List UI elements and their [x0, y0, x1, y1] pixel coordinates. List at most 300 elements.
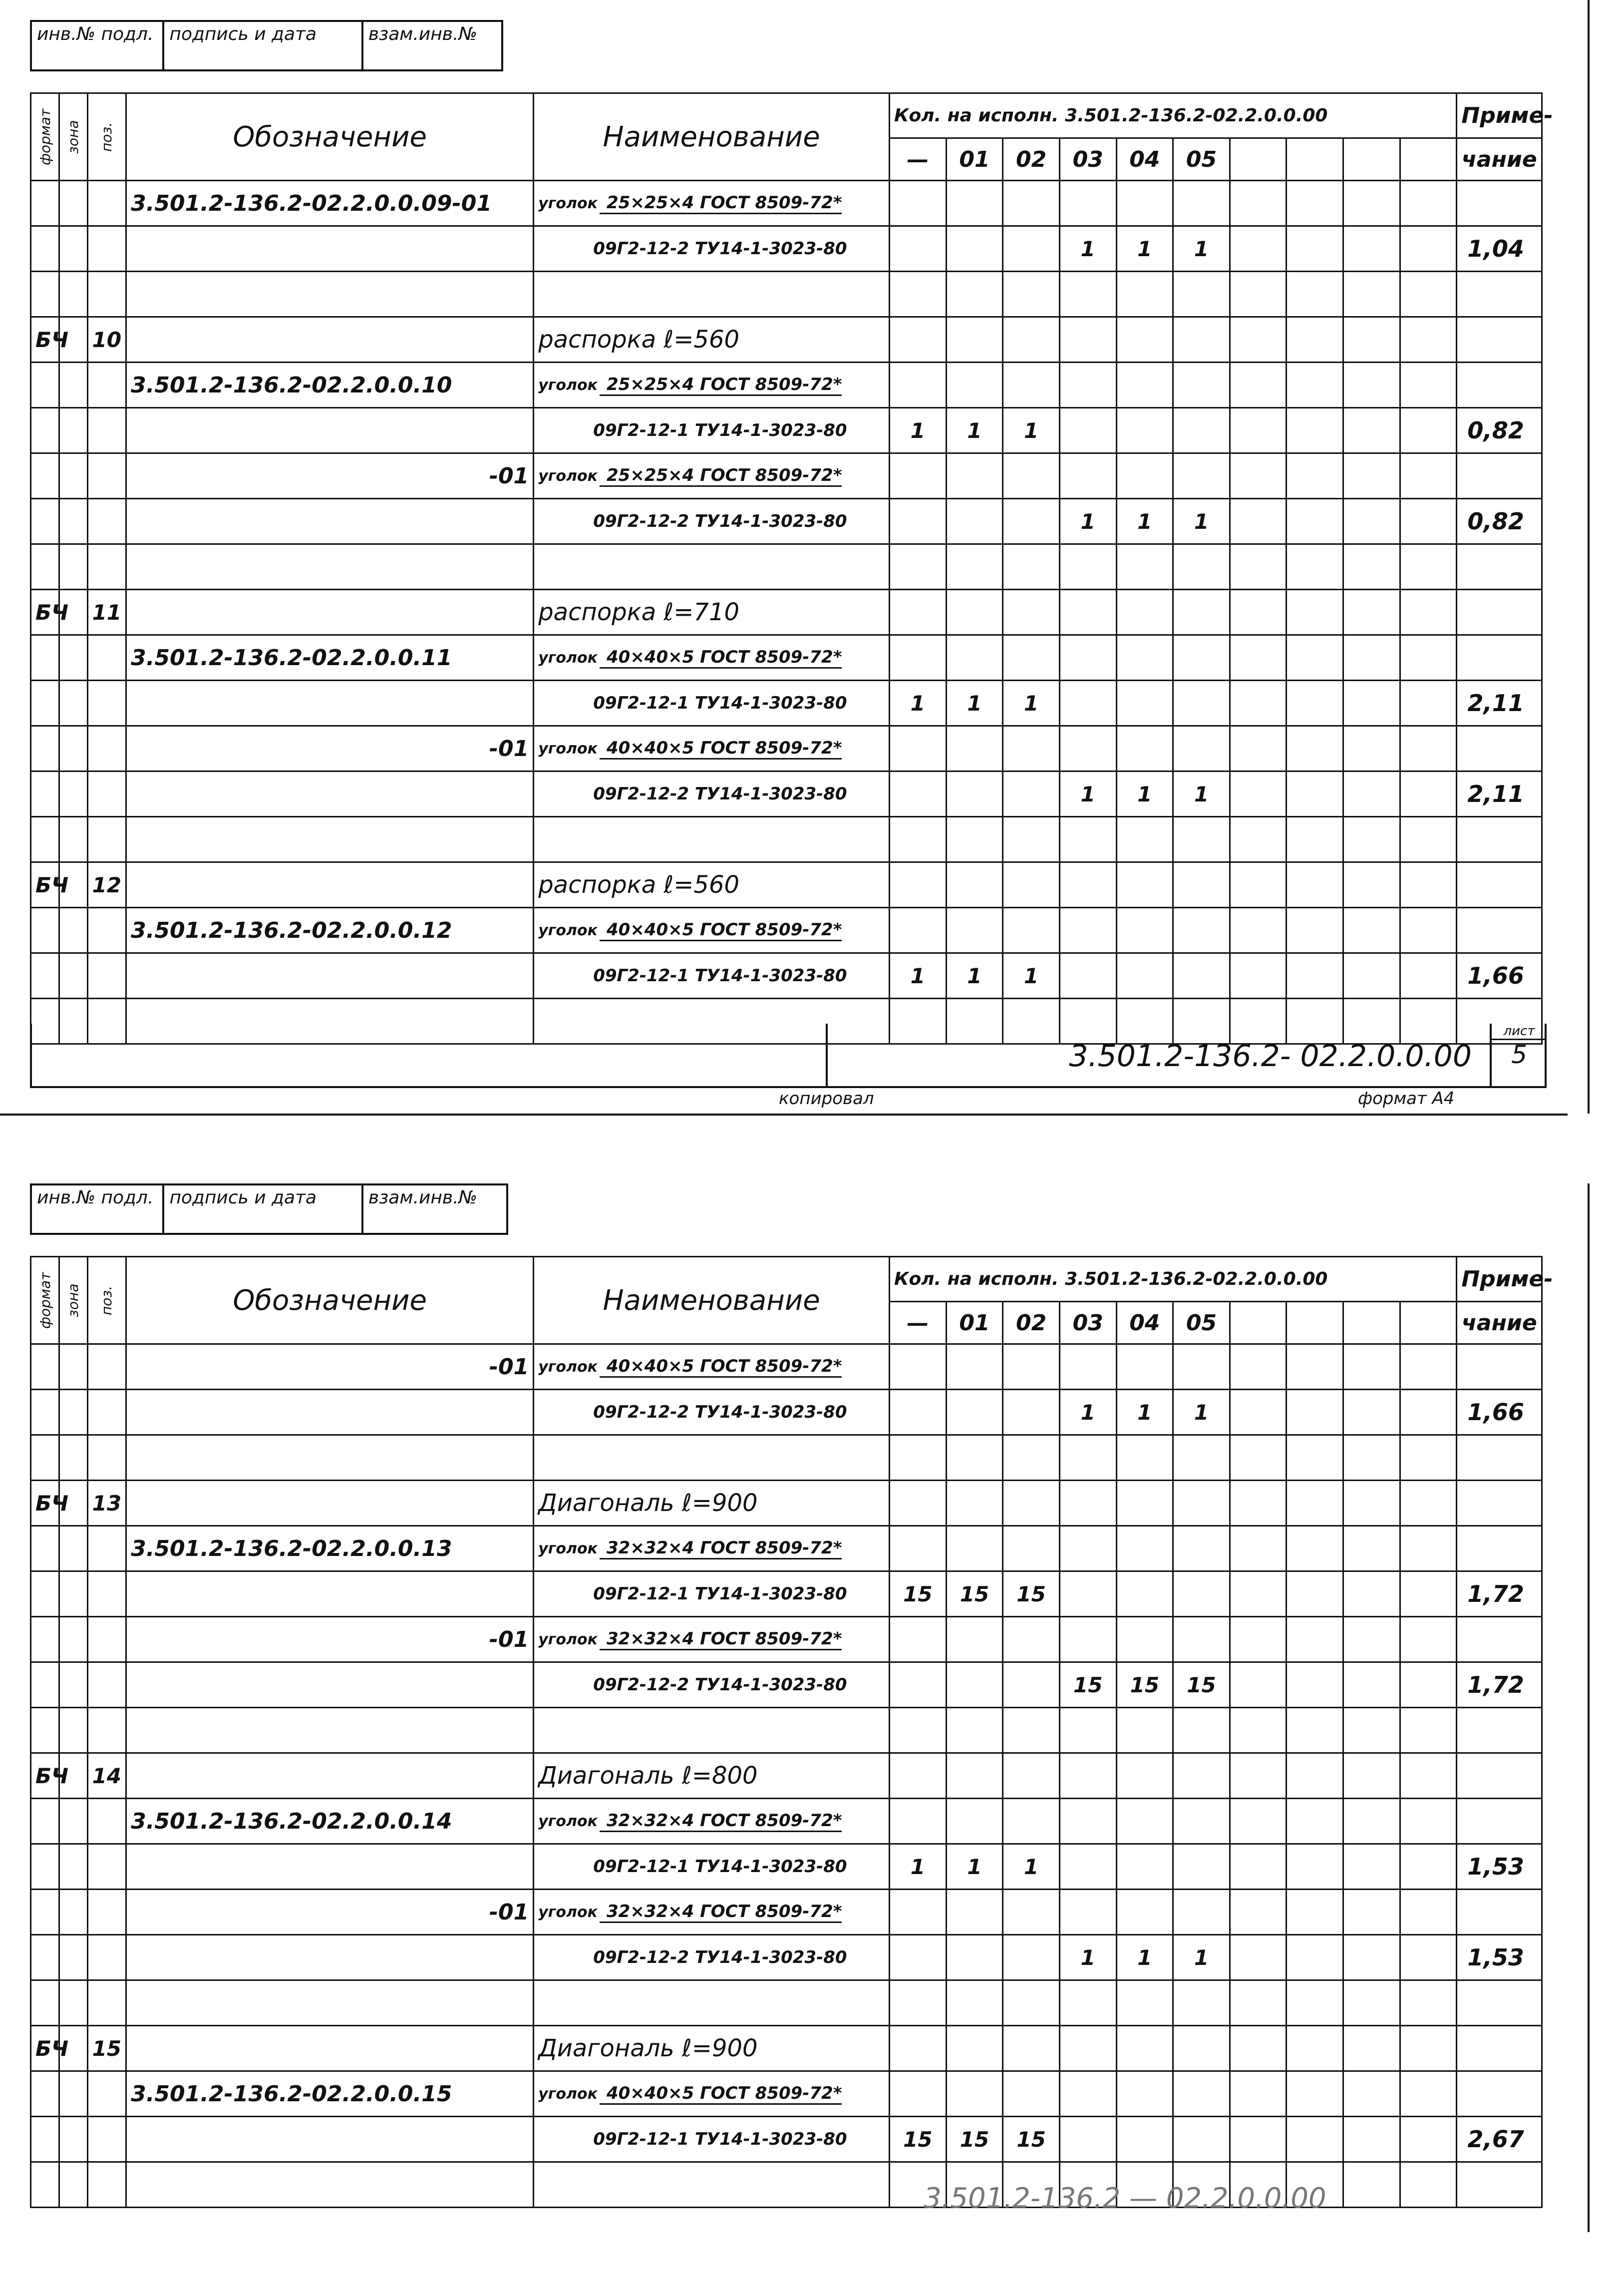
- cell-quantity: [1287, 1481, 1343, 1526]
- cell-quantity: [1287, 590, 1343, 635]
- table-row: [31, 635, 1542, 681]
- cell-poz: 15: [87, 2026, 126, 2071]
- cell-quantity: [1173, 408, 1230, 453]
- angle-profile: [538, 1356, 885, 1378]
- cell-name: [534, 499, 890, 544]
- right-border: [1588, 0, 1590, 1114]
- cell-format: [31, 1799, 59, 1844]
- cell-quantity: [1287, 771, 1343, 817]
- cell-quantity: [1003, 1390, 1060, 1435]
- cell-poz: [87, 908, 126, 953]
- cell-quantity: [1173, 590, 1230, 635]
- cell-designation: -01: [126, 1344, 534, 1390]
- cell-mass: [1457, 635, 1542, 681]
- angle-profile: [538, 1947, 885, 1967]
- cell-quantity: 1: [890, 953, 947, 999]
- cell-format: [31, 1890, 59, 1935]
- cell-quantity: [1059, 862, 1116, 908]
- cell-quantity: [1059, 1980, 1116, 2026]
- angle-label: уголок: [538, 1812, 598, 1830]
- cell-quantity: [1343, 1435, 1400, 1481]
- cell-quantity: 15: [946, 2117, 1003, 2162]
- cell-quantity: [1400, 1390, 1457, 1435]
- cell-poz: [87, 1935, 126, 1980]
- cell-quantity: [890, 181, 947, 226]
- cell-quantity: [890, 499, 947, 544]
- cell-quantity: [1343, 1799, 1400, 1844]
- cell-quantity: [1230, 1890, 1287, 1935]
- cell-mass: [1457, 2071, 1542, 2117]
- cell-quantity: [1400, 408, 1457, 453]
- cell-quantity: [1230, 1799, 1287, 1844]
- cell-quantity: [1173, 453, 1230, 499]
- cell-name: [534, 1980, 890, 2026]
- cell-quantity: [946, 1617, 1003, 1662]
- cell-quantity: [1230, 499, 1287, 544]
- cell-zona: [59, 1662, 87, 1708]
- cell-mass: [1457, 1980, 1542, 2026]
- cell-name: [534, 726, 890, 771]
- cell-quantity: [890, 1617, 947, 1662]
- cell-format: [31, 1980, 59, 2026]
- table-row: [31, 590, 1542, 635]
- cell-designation: [126, 771, 534, 817]
- cell-quantity: [1059, 590, 1116, 635]
- cell-quantity: [1173, 2117, 1230, 2162]
- cell-quantity: [1059, 681, 1116, 726]
- cell-quantity: [1003, 635, 1060, 681]
- cell-name: [534, 1844, 890, 1890]
- cell-mass: [1457, 908, 1542, 953]
- cell-format: [31, 181, 59, 226]
- footer-format: формат А4: [1358, 1089, 1455, 1109]
- cell-mass: 2,11: [1457, 771, 1542, 817]
- cell-quantity: [946, 1662, 1003, 1708]
- cell-quantity: [1230, 726, 1287, 771]
- table-row: [31, 2117, 1542, 2162]
- specification-table: [30, 92, 1553, 1045]
- cell-quantity: [1173, 544, 1230, 590]
- cell-mass: [1457, 1481, 1542, 1526]
- cell-mass: [1457, 726, 1542, 771]
- cell-quantity: [1287, 453, 1343, 499]
- cell-quantity: [1116, 1708, 1173, 1753]
- table-row: [31, 1708, 1542, 1753]
- table-row: [31, 2026, 1542, 2071]
- cell-poz: 10: [87, 317, 126, 363]
- cell-zona: [59, 1344, 87, 1390]
- cell-quantity: [1003, 1435, 1060, 1481]
- cell-poz: [87, 771, 126, 817]
- cell-quantity: [890, 771, 947, 817]
- cell-mass: [1457, 2162, 1542, 2208]
- cell-quantity: [1400, 1753, 1457, 1799]
- cell-quantity: [946, 272, 1003, 317]
- cell-quantity: [1400, 499, 1457, 544]
- cell-quantity: [946, 181, 1003, 226]
- profile-fraction: [600, 1811, 842, 1832]
- profile-size: 40×40×5 ГОСТ 8509-72*: [600, 920, 842, 941]
- cell-quantity: [1230, 1435, 1287, 1481]
- cell-poz: [87, 499, 126, 544]
- cell-name: [534, 1435, 890, 1481]
- cell-quantity: [1343, 1390, 1400, 1435]
- cell-quantity: [1400, 862, 1457, 908]
- cell-poz: [87, 1890, 126, 1935]
- profile-fraction: [600, 1902, 842, 1923]
- cell-quantity: [890, 1344, 947, 1390]
- cell-quantity: [946, 1935, 1003, 1980]
- angle-label: уголок: [538, 649, 598, 667]
- cell-name: [534, 635, 890, 681]
- cell-quantity: [1173, 681, 1230, 726]
- cell-quantity: [890, 1935, 947, 1980]
- cell-quantity: [1343, 1980, 1400, 2026]
- table-row: [31, 1481, 1542, 1526]
- cell-format: [31, 817, 59, 862]
- cell-quantity: [1287, 1390, 1343, 1435]
- cell-quantity: [1343, 408, 1400, 453]
- cell-quantity: [946, 2026, 1003, 2071]
- table-row: [31, 681, 1542, 726]
- col-header-primechanie: Приме-: [1457, 1257, 1542, 1302]
- profile-size: 32×32×4 ГОСТ 8509-72*: [600, 1902, 842, 1923]
- cell-quantity: [1116, 1799, 1173, 1844]
- cell-quantity: [1059, 544, 1116, 590]
- cell-quantity: [1116, 908, 1173, 953]
- cell-quantity: [1116, 1753, 1173, 1799]
- cell-mass: 0,82: [1457, 499, 1542, 544]
- cell-quantity: [1116, 1980, 1173, 2026]
- profile-fraction: [600, 375, 842, 396]
- cell-format: [31, 408, 59, 453]
- cell-quantity: [890, 1435, 947, 1481]
- cell-designation: [126, 317, 534, 363]
- table-row: [31, 272, 1542, 317]
- cell-quantity: [890, 635, 947, 681]
- cell-quantity: [1287, 953, 1343, 999]
- cell-quantity: [946, 1890, 1003, 1935]
- cell-mass: [1457, 817, 1542, 862]
- cell-zona: [59, 499, 87, 544]
- cell-quantity: [946, 1980, 1003, 2026]
- cell-name: [534, 908, 890, 953]
- cell-mass: 1,04: [1457, 226, 1542, 272]
- cell-name: [534, 862, 890, 908]
- cell-name: [534, 408, 890, 453]
- cell-quantity: [1287, 635, 1343, 681]
- cell-quantity: 1: [890, 408, 947, 453]
- cell-quantity: [1287, 1753, 1343, 1799]
- cell-zona: [59, 544, 87, 590]
- cell-quantity: [1400, 726, 1457, 771]
- cell-quantity: [890, 2071, 947, 2117]
- cell-quantity: [890, 544, 947, 590]
- cell-quantity: [890, 1662, 947, 1708]
- cell-quantity: [1343, 544, 1400, 590]
- angle-profile: [538, 2083, 885, 2105]
- cell-poz: [87, 544, 126, 590]
- cell-designation: -01: [126, 453, 534, 499]
- cell-quantity: [1287, 544, 1343, 590]
- item-name: Диагональ ℓ=900: [538, 2034, 758, 2062]
- cell-quantity: [1230, 1571, 1287, 1617]
- angle-label: уголок: [538, 1630, 598, 1648]
- cell-format: [31, 1571, 59, 1617]
- cell-quantity: [1230, 453, 1287, 499]
- cell-quantity: [1287, 408, 1343, 453]
- cell-quantity: [1116, 635, 1173, 681]
- cell-name: [534, 681, 890, 726]
- cell-name: [534, 317, 890, 363]
- cell-quantity: [1116, 1344, 1173, 1390]
- cell-quantity: [946, 1481, 1003, 1526]
- cell-quantity: [1343, 1844, 1400, 1890]
- cell-quantity: [1059, 453, 1116, 499]
- cell-quantity: [1400, 817, 1457, 862]
- cell-poz: 14: [87, 1753, 126, 1799]
- cell-quantity: [1116, 181, 1173, 226]
- material-spec: [538, 966, 847, 986]
- col-header-poz: поз.: [87, 93, 126, 181]
- cell-name: [534, 1753, 890, 1799]
- cell-format: [31, 453, 59, 499]
- cell-quantity: [1003, 499, 1060, 544]
- cell-name: [534, 544, 890, 590]
- cell-designation: [126, 1935, 534, 1980]
- cell-poz: [87, 1435, 126, 1481]
- cell-mass: [1457, 1435, 1542, 1481]
- cell-quantity: [1116, 272, 1173, 317]
- cell-quantity: [1287, 1799, 1343, 1844]
- cell-quantity: [1116, 817, 1173, 862]
- cell-poz: [87, 635, 126, 681]
- angle-label: уголок: [538, 467, 598, 485]
- angle-profile: [538, 465, 885, 487]
- cell-quantity: [1173, 363, 1230, 408]
- cell-quantity: [1173, 1753, 1230, 1799]
- cell-format: БЧ: [31, 317, 59, 363]
- cell-designation: 3.501.2-136.2-02.2.0.0.12: [126, 908, 534, 953]
- cell-poz: [87, 2117, 126, 2162]
- cell-quantity: [1343, 726, 1400, 771]
- angle-label: уголок: [538, 740, 598, 758]
- cell-designation: [126, 1708, 534, 1753]
- cell-format: БЧ: [31, 1753, 59, 1799]
- profile-size: 25×25×4 ГОСТ 8509-72*: [600, 465, 842, 487]
- cell-designation: 3.501.2-136.2-02.2.0.0.14: [126, 1799, 534, 1844]
- cell-quantity: [1059, 635, 1116, 681]
- cell-poz: [87, 681, 126, 726]
- cell-quantity: [1287, 1980, 1343, 2026]
- cell-quantity: 15: [1116, 1662, 1173, 1708]
- cell-name: [534, 453, 890, 499]
- col-header-variant: 05: [1173, 1302, 1230, 1344]
- material-grade: 09Г2-12-2 ТУ14-1-3023-80: [593, 1675, 847, 1695]
- item-name: распорка ℓ=560: [538, 871, 740, 899]
- cell-quantity: [1400, 2162, 1457, 2208]
- cell-quantity: [1059, 181, 1116, 226]
- cell-quantity: [1287, 1617, 1343, 1662]
- cell-quantity: [1003, 1526, 1060, 1571]
- angle-profile: [538, 193, 885, 214]
- angle-profile: [538, 1675, 885, 1695]
- cell-name: [534, 817, 890, 862]
- cell-quantity: [1003, 726, 1060, 771]
- profile-fraction: [600, 1356, 842, 1378]
- cell-designation: [126, 2026, 534, 2071]
- cell-quantity: [1059, 272, 1116, 317]
- col-header-variant: 03: [1059, 138, 1116, 181]
- cell-mass: 1,72: [1457, 1662, 1542, 1708]
- cell-quantity: [1173, 317, 1230, 363]
- cell-quantity: [1343, 1481, 1400, 1526]
- cell-quantity: 1: [1059, 226, 1116, 272]
- cell-quantity: [890, 2026, 947, 2071]
- cell-quantity: [890, 908, 947, 953]
- col-header-primechanie: Приме-: [1457, 93, 1542, 138]
- cell-quantity: [1287, 1344, 1343, 1390]
- angle-profile: [538, 2129, 885, 2149]
- cell-mass: [1457, 1344, 1542, 1390]
- cell-poz: 13: [87, 1481, 126, 1526]
- cell-designation: [126, 590, 534, 635]
- cell-quantity: [1173, 2071, 1230, 2117]
- cell-quantity: [946, 453, 1003, 499]
- angle-profile: [538, 784, 885, 804]
- cell-quantity: [1059, 1435, 1116, 1481]
- cell-quantity: [946, 862, 1003, 908]
- cell-quantity: 1: [1003, 681, 1060, 726]
- cell-quantity: [1059, 726, 1116, 771]
- cell-quantity: [1003, 862, 1060, 908]
- material-spec: [538, 2129, 847, 2149]
- cell-quantity: [1400, 1980, 1457, 2026]
- cell-quantity: [1003, 2026, 1060, 2071]
- cell-quantity: [1287, 681, 1343, 726]
- cell-quantity: [1400, 1799, 1457, 1844]
- cell-quantity: 15: [946, 1571, 1003, 1617]
- cell-quantity: [1343, 1935, 1400, 1980]
- material-spec: [538, 1584, 847, 1604]
- cell-quantity: 1: [1116, 771, 1173, 817]
- cell-quantity: 15: [1003, 2117, 1060, 2162]
- cell-quantity: 1: [1003, 953, 1060, 999]
- angle-profile: [538, 375, 885, 396]
- stamp-inv-podl: инв.№ подл.: [32, 1185, 164, 1233]
- cell-zona: [59, 453, 87, 499]
- cell-quantity: [1230, 1481, 1287, 1526]
- angle-profile: [538, 1629, 885, 1650]
- cell-quantity: [1003, 1481, 1060, 1526]
- cell-quantity: [1400, 1617, 1457, 1662]
- cell-poz: [87, 1980, 126, 2026]
- cell-zona: [59, 1980, 87, 2026]
- col-header-variant: 04: [1116, 138, 1173, 181]
- sheet-number: 5: [1511, 1040, 1527, 1069]
- cell-quantity: [1287, 817, 1343, 862]
- cell-quantity: [1400, 1344, 1457, 1390]
- cell-quantity: [1230, 226, 1287, 272]
- cell-quantity: [1173, 1617, 1230, 1662]
- cell-quantity: [1230, 317, 1287, 363]
- cell-quantity: 1: [1003, 1844, 1060, 1890]
- material-spec: [538, 1947, 847, 1967]
- cell-quantity: [1287, 363, 1343, 408]
- cell-format: [31, 1435, 59, 1481]
- cell-quantity: [1003, 1753, 1060, 1799]
- cell-quantity: [890, 363, 947, 408]
- cell-quantity: [1400, 2071, 1457, 2117]
- table-row: [31, 817, 1542, 862]
- material-spec: [538, 1675, 847, 1695]
- cell-quantity: [1003, 771, 1060, 817]
- cell-quantity: [1400, 1935, 1457, 1980]
- table-row: [31, 453, 1542, 499]
- cell-zona: [59, 2071, 87, 2117]
- cell-quantity: [946, 544, 1003, 590]
- cell-designation: [126, 1390, 534, 1435]
- cell-quantity: [1003, 453, 1060, 499]
- cell-designation: [126, 862, 534, 908]
- cell-quantity: [890, 590, 947, 635]
- table-row: [31, 408, 1542, 453]
- profile-size: 40×40×5 ГОСТ 8509-72*: [600, 2083, 842, 2105]
- cell-poz: [87, 226, 126, 272]
- cell-zona: [59, 1844, 87, 1890]
- cell-quantity: 1: [946, 408, 1003, 453]
- cell-quantity: [1003, 181, 1060, 226]
- cell-designation: [126, 408, 534, 453]
- specification-table: [30, 1256, 1553, 2208]
- col-header-format: формат: [31, 1257, 59, 1344]
- cell-quantity: [1287, 726, 1343, 771]
- cell-name: [534, 1526, 890, 1571]
- cell-name: [534, 771, 890, 817]
- table-row: [31, 771, 1542, 817]
- cell-quantity: [1116, 862, 1173, 908]
- cell-mass: [1457, 1708, 1542, 1753]
- col-header-variant: 03: [1059, 1302, 1116, 1344]
- profile-fraction: [600, 1538, 842, 1559]
- material-spec: [538, 784, 847, 804]
- cell-mass: 1,66: [1457, 953, 1542, 999]
- cell-quantity: [1173, 635, 1230, 681]
- cell-designation: [126, 2162, 534, 2208]
- cell-mass: 2,67: [1457, 2117, 1542, 2162]
- material-grade: 09Г2-12-2 ТУ14-1-3023-80: [593, 511, 847, 531]
- angle-label: уголок: [538, 1903, 598, 1921]
- cell-quantity: 15: [890, 1571, 947, 1617]
- cell-quantity: [1343, 2071, 1400, 2117]
- cell-quantity: [1343, 2117, 1400, 2162]
- angle-profile: [538, 920, 885, 941]
- profile-size: 32×32×4 ГОСТ 8509-72*: [600, 1629, 842, 1650]
- angle-profile: [538, 1857, 885, 1877]
- cell-quantity: [1003, 226, 1060, 272]
- table-row: [31, 1890, 1542, 1935]
- cell-quantity: [1230, 1935, 1287, 1980]
- cell-quantity: [1003, 1935, 1060, 1980]
- cell-format: [31, 2071, 59, 2117]
- cell-mass: [1457, 363, 1542, 408]
- stamp-podpis-data: подпись и дата: [164, 22, 363, 69]
- cell-quantity: [890, 1481, 947, 1526]
- cell-quantity: [946, 908, 1003, 953]
- col-header-variant: 05: [1173, 138, 1230, 181]
- cell-poz: [87, 2162, 126, 2208]
- cell-quantity: [890, 1390, 947, 1435]
